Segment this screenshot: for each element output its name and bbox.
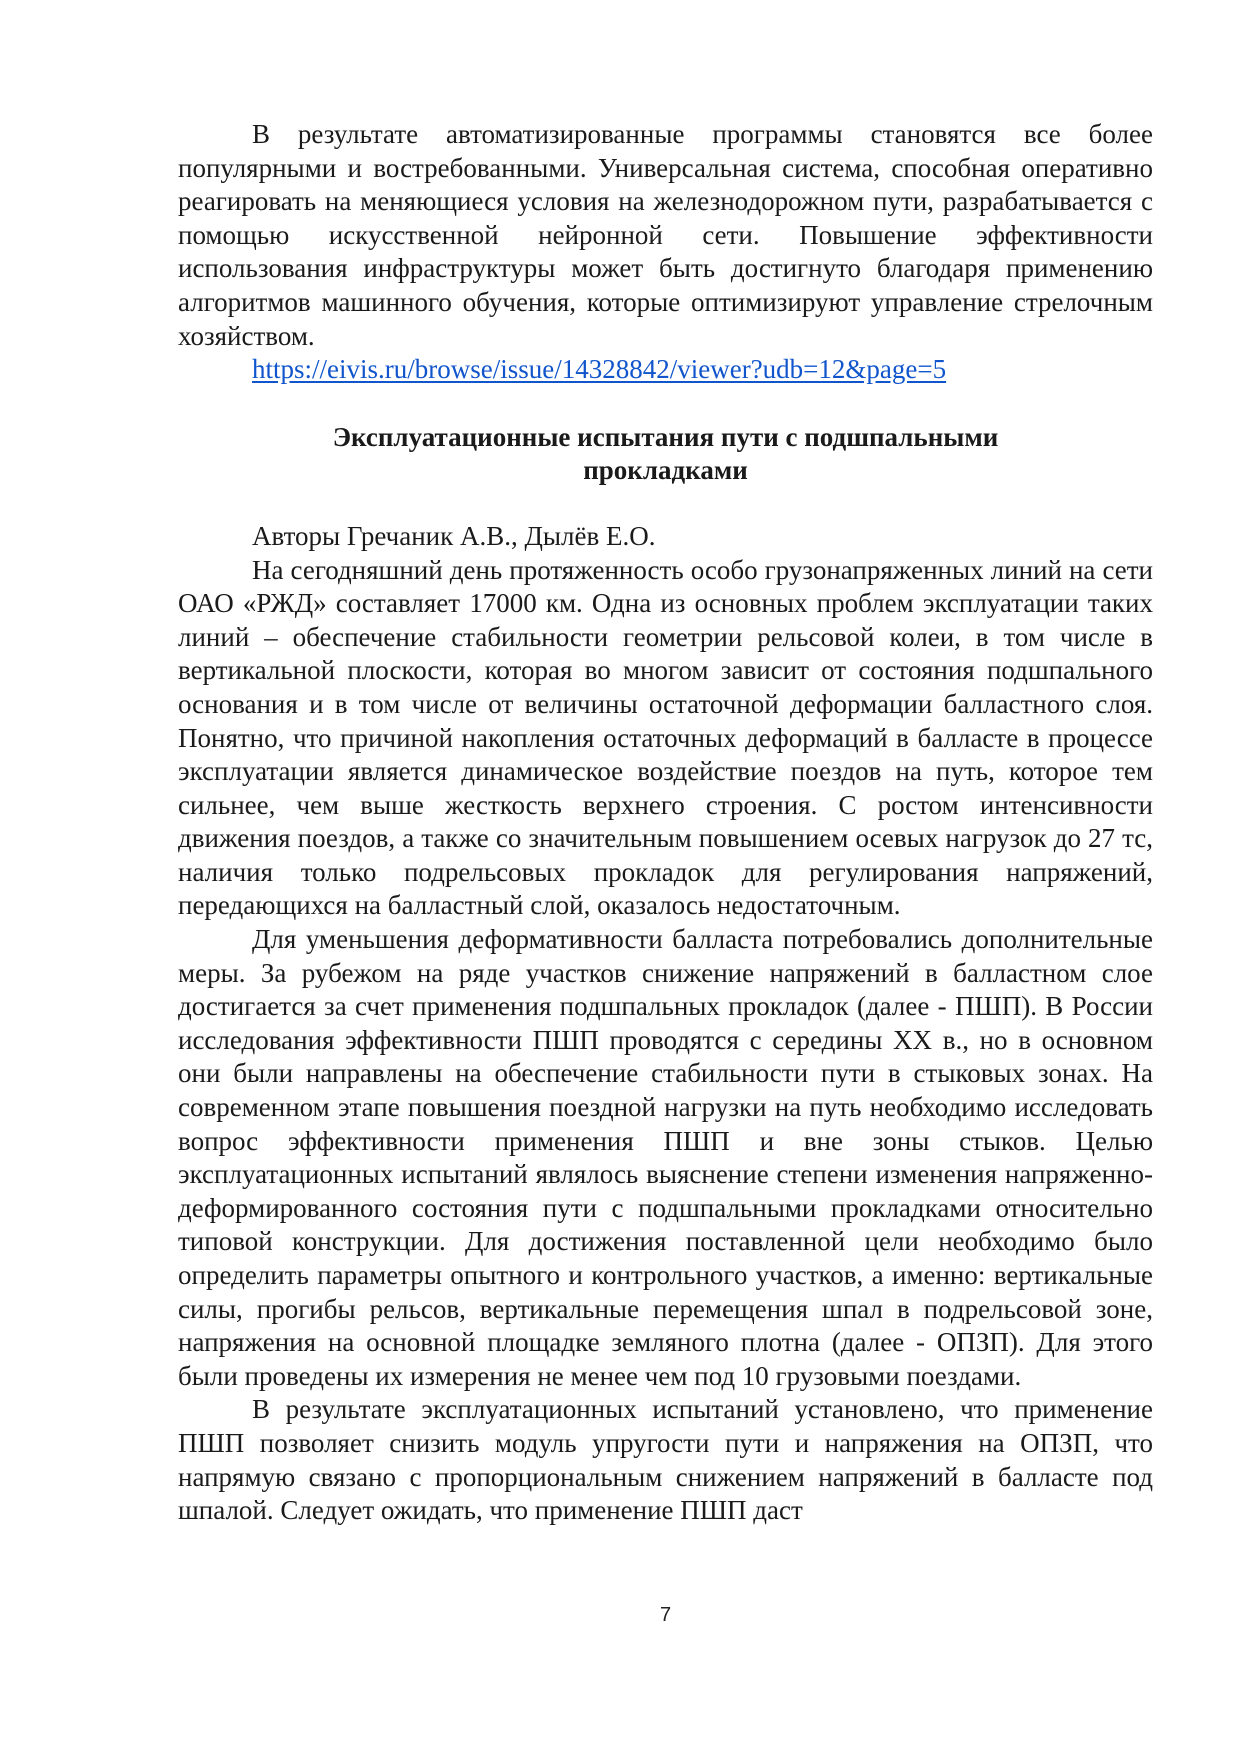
article-paragraph-1: На сегодняшний день протяженность особо грузонапряженных линий на сети ОАО «РЖД» составляет 17000 км. Одна из основных проблем эксплуатации таких линий – обеспечение стабильности геометрии рельсовой колеи, в том числе в вертикальной плоскости, которая во многом зависит от состояния подшпального основания и в том числе от величины остаточной деформации балластного слоя. Понятно, что причиной накопления остаточных деформаций в балласте в процессе эксплуатации является динамическое воздействие поездов на путь, которое тем сильнее, чем выше жесткость верхнего строения. С ростом интенсивности движения поездов, а также со значительным повышением осевых нагрузок до 27 тс, наличия только подрельсовых прокладок для регулирования напряжений, передающихся на балластный слой, оказалось недостаточным. xyxy=(178,554,1153,921)
page-number: 7 xyxy=(659,1604,672,1626)
article-paragraph-3: В результате эксплуатационных испытаний установлено, что применение ПШП позволяет снизить модуль упругости пути и напряжения на ОПЗП, что напрямую связано с пропорциональным снижением напряжений в балласте под шпалой. Следует ожидать, что применение ПШП даст xyxy=(178,1394,1153,1526)
article-authors: Авторы Гречаник А.В., Дылёв Е.О. xyxy=(252,520,656,551)
article-title-line-2: прокладками xyxy=(583,455,748,486)
intro-paragraph: В результате автоматизированные программы становятся все более популярными и востребованными. Универсальная система, способная оперативно реагировать на меняющиеся условия на железнодорожном пути, разрабатывается с помощью искусственной нейронной сети. Повышение эффективности использования инфраструктуры может быть достигнуто благодаря применению алгоритмов машинного обучения, которые оптимизируют управление стрелочным хозяйством. xyxy=(178,119,1153,351)
article-title xyxy=(178,421,1153,488)
source-link[interactable]: https://eivis.ru/browse/issue/14328842/viewer?udb=12&page=5 xyxy=(252,354,947,385)
page-content xyxy=(178,118,1153,1528)
article-title-line-1: Эксплуатационные испытания пути с подшпальными xyxy=(332,421,999,452)
article-paragraph-2: Для уменьшения деформативности балласта потребовались дополнительные меры. За рубежом на ряде участков снижение напряжений в балластном слое достигается за счет применения подшпальных прокладок (далее - ПШП). В России исследования эффективности ПШП проводятся с середины XX в., но в основном они были направлены на обеспечение стабильности пути в стыковых зонах. На современном этапе повышения поездной нагрузки на путь необходимо исследовать вопрос эффективности применения ПШП и вне зоны стыков. Целью эксплуатационных испытаний являлось выяснение степени изменения напряженно-деформированного состояния пути с подшпальными прокладками относительно типовой конструкции. Для достижения поставленной цели необходимо было определить параметры опытного и контрольного участков, а именно: вертикальные силы, прогибы рельсов, вертикальные перемещения шпал в подрельсовой зоне, напряжения на основной площадке земляного плотна (далее - ОПЗП). Для этого были проведены их измерения не менее чем под 10 грузовыми поездами. xyxy=(178,924,1153,1391)
source-link-line xyxy=(178,353,1153,387)
